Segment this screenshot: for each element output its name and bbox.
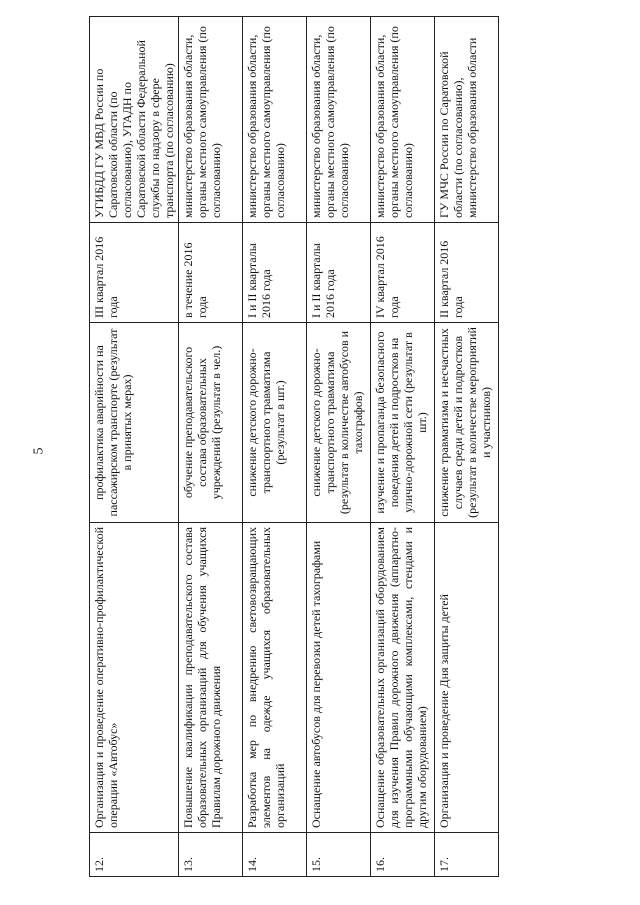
measure-term: IV квартал 2016 года — [371, 223, 435, 323]
measure-term: II квартал 2016 года — [435, 223, 499, 323]
measure-indicator: снижение детского дорожно-транспортного травматизма (результат в количестве автобусов и тахографов) — [307, 323, 371, 523]
measure-name: Оснащение автобусов для перевозки детей тахографами — [307, 523, 371, 833]
table-row — [243, 17, 307, 877]
table-row — [435, 17, 499, 877]
table-row — [90, 17, 179, 877]
measure-term: I и II кварталы 2016 года — [307, 223, 371, 323]
row-number: 17. — [435, 833, 499, 877]
measure-name: Организация и проведение Дня защиты детей — [435, 523, 499, 833]
measure-indicator: снижение детского дорожно-транспортного травматизма (результат в шт.) — [243, 323, 307, 523]
measure-name: Оснащение образовательных организаций оборудованием для изучения Правил дорожного движения (аппаратно-программными обучающими комплексами, стендами и другим оборудованием) — [371, 523, 435, 833]
table-row — [179, 17, 243, 877]
measure-term: I и II кварталы 2016 года — [243, 223, 307, 323]
measure-responsible: министерство образования области, органы местного самоуправления (по согласованию) — [179, 17, 243, 223]
table-row — [307, 17, 371, 877]
measure-term: в течение 2016 года — [179, 223, 243, 323]
row-number: 12. — [90, 833, 179, 877]
row-number: 14. — [243, 833, 307, 877]
measure-responsible: ГУ МЧС России по Саратовской области (по согласованию), министерство образования области — [435, 17, 499, 223]
measure-responsible: министерство образования области, органы местного самоуправления (по согласованию) — [307, 17, 371, 223]
measures-table — [89, 16, 499, 877]
row-number: 16. — [371, 833, 435, 877]
measure-term: III квартал 2016 года — [90, 223, 179, 323]
measure-indicator: снижение травматизма и несчастных случаев среди детей и подростков (результат в количестве мероприятий и участников) — [435, 323, 499, 523]
measure-name: Повышение квалификации преподавательского состава образовательных организаций для обучения учащихся Правилам дорожного движения — [179, 523, 243, 833]
row-number: 13. — [179, 833, 243, 877]
measure-indicator: изучение и пропаганда безопасного поведения детей и подростков на улично-дорожной сети (результат в шт.) — [371, 323, 435, 523]
measure-responsible: министерство образования области, органы местного самоуправления (по согласованию) — [371, 17, 435, 223]
page-number: 5 — [31, 447, 47, 455]
row-number: 15. — [307, 833, 371, 877]
measure-name: Организация и проведение оперативно-профилактической операции «Автобус» — [90, 523, 179, 833]
rotated-table-container — [89, 17, 609, 877]
measure-name: Разработка мер по внедрению световозвращающих элементов на одежде учащихся образовательных организаций — [243, 523, 307, 833]
measure-responsible: министерство образования области, органы местного самоуправления (по согласованию) — [243, 17, 307, 223]
measure-responsible: УГИБДД ГУ МВД России по Саратовской области (по согласованию), УГАДН по Саратовской области Федеральной службы по надзору в сфере транспорта (по согласованию) — [90, 17, 179, 223]
table-row — [371, 17, 435, 877]
measure-indicator: обучение преподавательского состава образовательных учреждений (результат в чел.) — [179, 323, 243, 523]
measure-indicator: профилактика аварийности на пассажирском транспорте (результат в принятых мерах) — [90, 323, 179, 523]
